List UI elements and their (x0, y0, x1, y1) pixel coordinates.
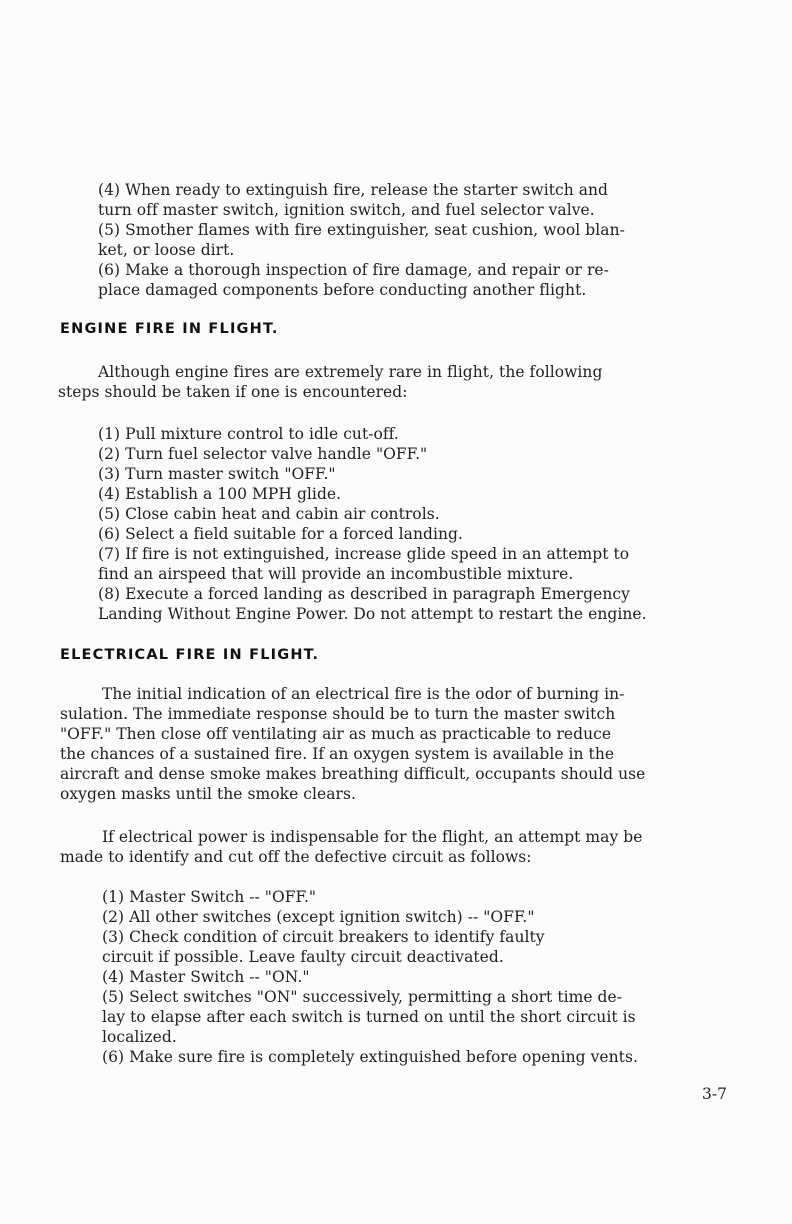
paragraph-line: the chances of a sustained fire. If an oxygen system is available in the (60, 745, 615, 763)
electrical-fire-heading: ELECTRICAL FIRE IN FLIGHT. (60, 647, 320, 663)
list-item-continuation: circuit if possible. Leave faulty circuit deactivated. (102, 948, 504, 966)
list-item-continuation: localized. (102, 1028, 177, 1046)
paragraph-line: steps should be taken if one is encountered: (58, 383, 408, 401)
page-number: 3-7 (702, 1085, 727, 1103)
list-item: (4) When ready to extinguish fire, release the starter switch and (98, 181, 609, 199)
list-item: (6) Select a field suitable for a forced landing. (98, 525, 463, 543)
engine-fire-steps (98, 424, 738, 628)
list-item: (1) Pull mixture control to idle cut-off. (98, 425, 399, 443)
list-item: (2) All other switches (except ignition switch) -- "OFF." (102, 908, 535, 926)
fire-steps-continued (98, 180, 738, 304)
list-item-continuation: Landing Without Engine Power. Do not attempt to restart the engine. (98, 605, 647, 623)
list-item-continuation: place damaged components before conducting another flight. (98, 281, 587, 299)
paragraph-line: The initial indication of an electrical fire is the odor of burning in- (102, 685, 625, 703)
list-item: (3) Check condition of circuit breakers to identify faulty (102, 928, 545, 946)
paragraph-line: sulation. The immediate response should be to turn the master switch (60, 705, 616, 723)
paragraph-line: "OFF." Then close off ventilating air as much as practicable to reduce (60, 725, 612, 743)
list-item: (7) If fire is not extinguished, increase glide speed in an attempt to (98, 545, 630, 563)
list-item-continuation: ket, or loose dirt. (98, 241, 235, 259)
list-item-continuation: lay to elapse after each switch is turned on until the short circuit is (102, 1008, 636, 1026)
list-item: (5) Smother flames with fire extinguisher, seat cushion, wool blan- (98, 221, 625, 239)
list-item: (3) Turn master switch "OFF." (98, 465, 336, 483)
list-item: (6) Make a thorough inspection of fire damage, and repair or re- (98, 261, 609, 279)
paragraph-line: made to identify and cut off the defective circuit as follows: (60, 848, 532, 866)
paragraph-line: If electrical power is indispensable for the flight, an attempt may be (102, 828, 643, 846)
list-item-continuation: turn off master switch, ignition switch, and fuel selector valve. (98, 201, 595, 219)
paragraph-line: Although engine fires are extremely rare in flight, the following (98, 363, 603, 381)
electrical-fire-paragraph-2 (60, 827, 740, 867)
paragraph-line: oxygen masks until the smoke clears. (60, 785, 356, 803)
list-item: (5) Close cabin heat and cabin air controls. (98, 505, 440, 523)
list-item: (4) Master Switch -- "ON." (102, 968, 310, 986)
list-item: (6) Make sure fire is completely extinguished before opening vents. (102, 1048, 638, 1066)
electrical-fire-steps (102, 887, 742, 1071)
list-item: (8) Execute a forced landing as described in paragraph Emergency (98, 585, 630, 603)
electrical-fire-paragraph-1 (60, 684, 740, 804)
engine-fire-heading: ENGINE FIRE IN FLIGHT. (60, 321, 279, 337)
list-item: (1) Master Switch -- "OFF." (102, 888, 317, 906)
engine-fire-intro (58, 362, 738, 402)
paragraph-line: aircraft and dense smoke makes breathing difficult, occupants should use (60, 765, 646, 783)
list-item-continuation: find an airspeed that will provide an incombustible mixture. (98, 565, 574, 583)
list-item: (5) Select switches "ON" successively, permitting a short time de- (102, 988, 623, 1006)
list-item: (4) Establish a 100 MPH glide. (98, 485, 342, 503)
list-item: (2) Turn fuel selector valve handle "OFF." (98, 445, 428, 463)
